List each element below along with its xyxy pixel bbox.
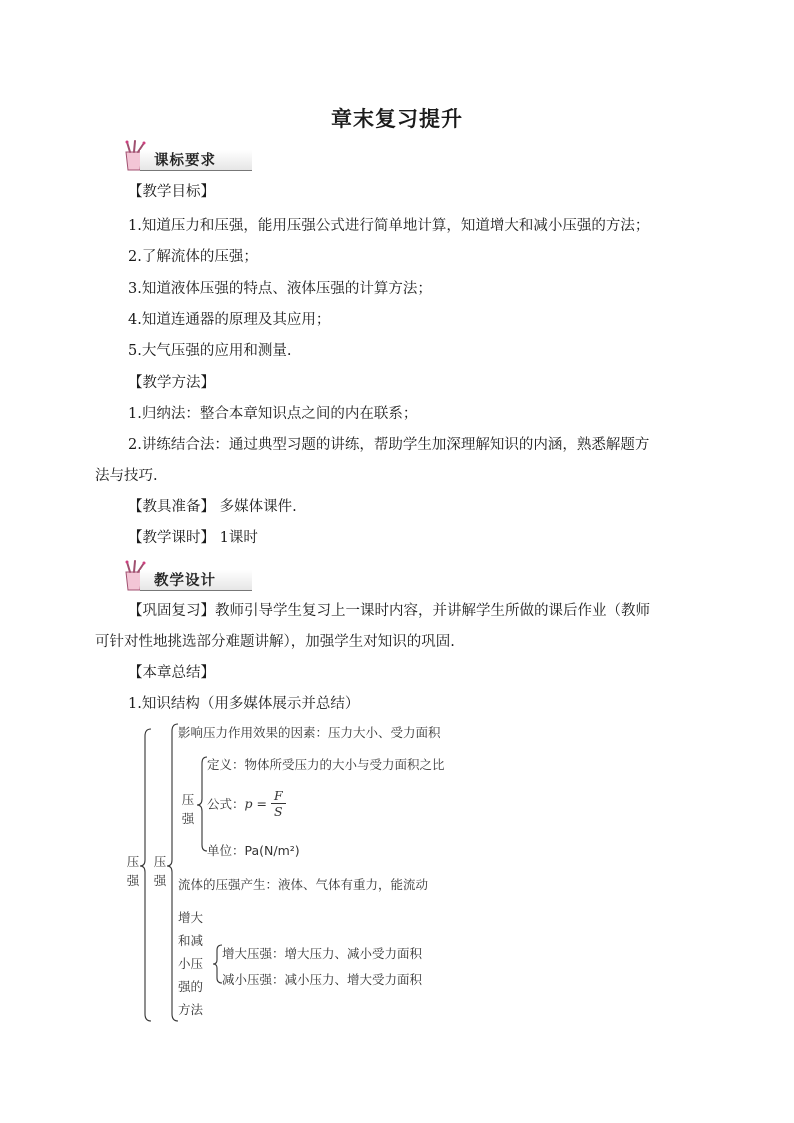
method-item-cont: 法与技巧.: [95, 468, 158, 484]
page-title: 章末复习提升: [331, 106, 463, 131]
summary-heading: 【本章总结】: [128, 665, 215, 681]
goal-item: 1.知道压力和压强，能用压强公式进行简单地计算，知道增大和减小压强的方法；: [128, 218, 650, 234]
tree-decrease: 减小压强：减小压力、增大受力面积: [222, 972, 423, 987]
section-banner-standards: [118, 140, 258, 170]
goals-heading: 【教学目标】: [128, 184, 215, 200]
method-item: 2.讲练结合法：通过典型习题的讲练，帮助学生加深理解知识的内涵，熟悉解题方: [128, 437, 650, 453]
formula-numerator: F: [271, 788, 286, 804]
hours-line: 【教学课时】 1课时: [128, 530, 258, 546]
prep-line: 【教具准备】 多媒体课件.: [128, 499, 297, 515]
tree-unit: 单位：Pa(N/m²): [207, 843, 300, 858]
tree-factors: 影响压力作用效果的因素：压力大小、受力面积: [178, 725, 441, 740]
tree-root-label: 压强: [126, 854, 140, 888]
tree-definition: 定义：物体所受压力的大小与受力面积之比: [207, 757, 445, 772]
tree-formula: [207, 788, 286, 819]
method-item: 1.归纳法：整合本章知识点之间的内在联系；: [128, 406, 418, 422]
goal-item: 3.知道液体压强的特点、液体压强的计算方法；: [128, 281, 432, 297]
tree-pressure-label: 压强: [181, 792, 195, 826]
tree-fluid: 流体的压强产生：液体、气体有重力，能流动: [178, 877, 429, 892]
formula-prefix: 公式：: [207, 796, 245, 812]
section-title: 教学设计: [154, 573, 216, 589]
tree-sub-label: 压强: [153, 854, 167, 888]
structure-line: 1.知识结构（用多媒体展示并总结）: [128, 696, 360, 712]
formula-lhs: p =: [244, 796, 267, 811]
section-title: 课标要求: [154, 153, 216, 169]
tree-methods-label: 增大和减小压强的方法: [178, 910, 204, 1017]
goal-item: 2.了解流体的压强；: [128, 249, 258, 265]
review-line: 【巩固复习】教师引导学生复习上一课时内容，并讲解学生所做的课后作业（教师: [128, 603, 650, 619]
formula-fraction: [271, 788, 286, 819]
formula-denominator: S: [274, 804, 283, 819]
methods-heading: 【教学方法】: [128, 375, 215, 391]
tree-increase: 增大压强：增大压力、减小受力面积: [222, 946, 423, 961]
section-banner-design: [118, 560, 258, 590]
review-line-cont: 可针对性地挑选部分难题讲解），加强学生对知识的巩固.: [95, 634, 455, 650]
goal-item: 5.大气压强的应用和测量.: [128, 343, 292, 359]
goal-item: 4.知道连通器的原理及其应用；: [128, 312, 331, 328]
